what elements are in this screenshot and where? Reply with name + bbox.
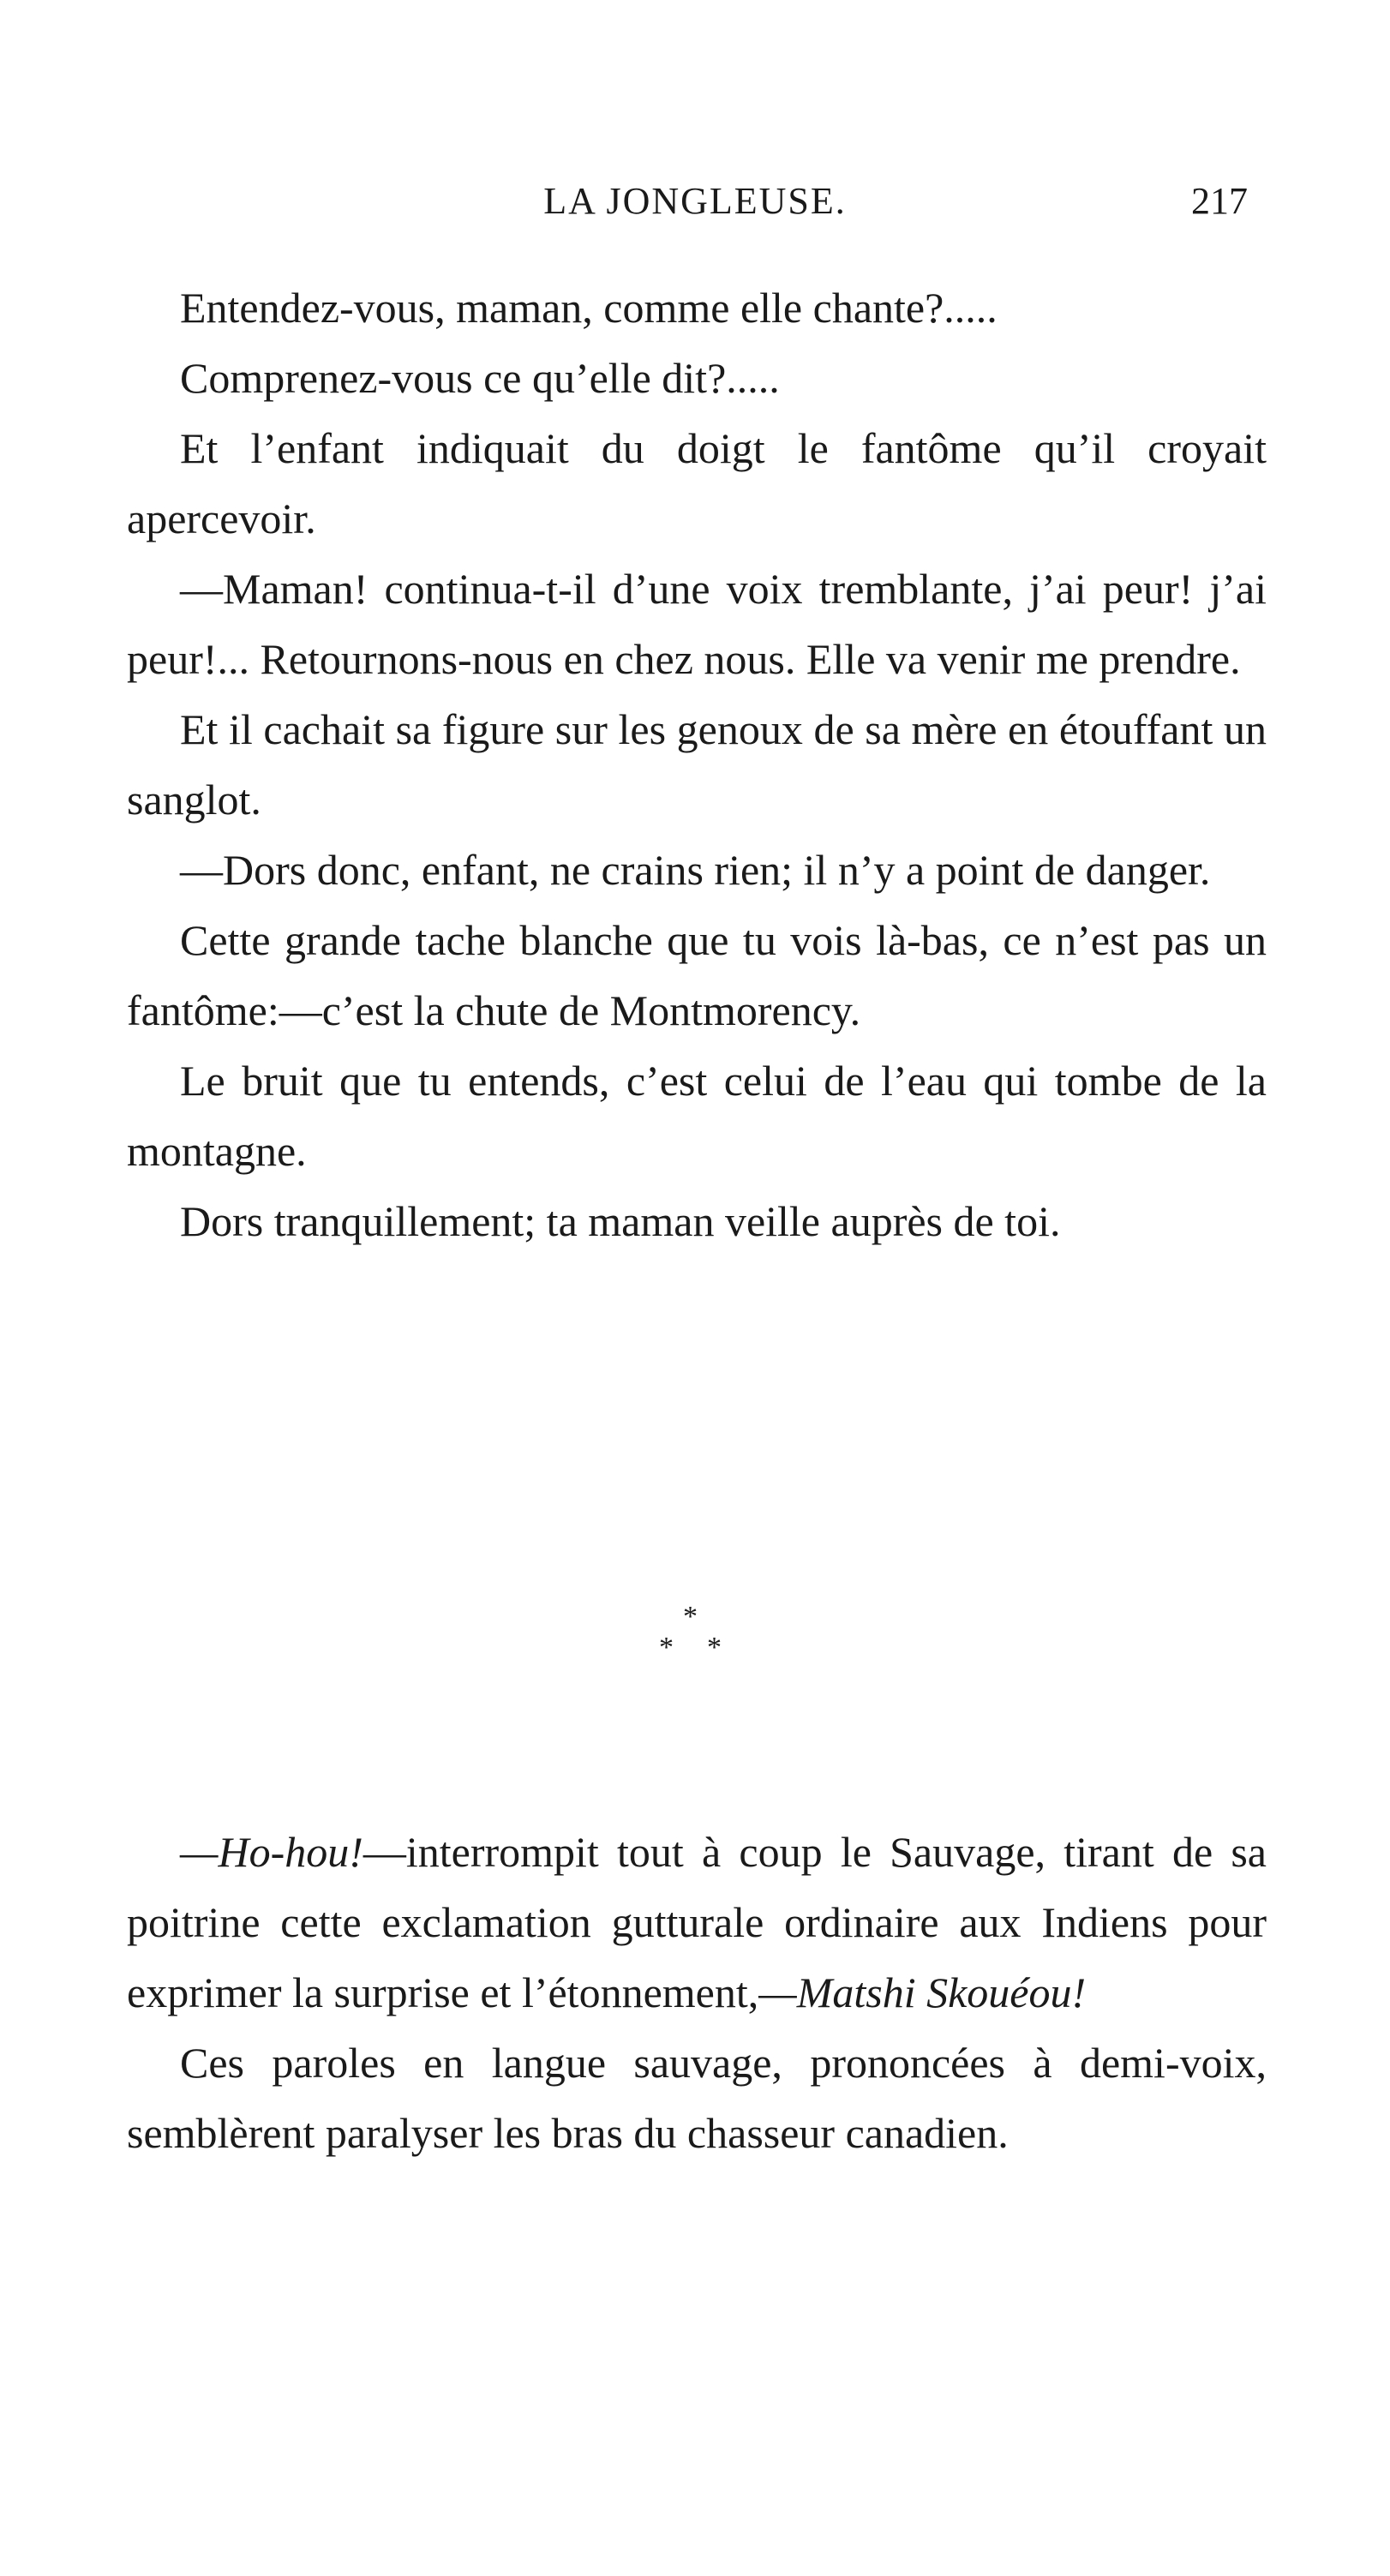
exclamation-italic: —Ho-hou! [180, 1828, 363, 1876]
paragraph: Et il cachait sa figure sur les genoux de sa mère en étouffant un sanglot. [127, 705, 1267, 824]
paragraph: Comprenez-vous ce qu’elle dit?..... [180, 354, 780, 402]
paragraph-exclamation [127, 1817, 1267, 2028]
asterisk-glyph: * [683, 1601, 698, 1632]
paragraph: Cette grande tache blanche que tu vois là-bas, ce n’est pas un fantôme:—c’est la chute de Montmorency. [127, 916, 1267, 1034]
paragraph: —Maman! continua-t-il d’une voix tremblante, j’ai peur! j’ai peur!... Retournons-nous en chez nous. Elle va venir me prendre. [127, 565, 1267, 683]
paragraph: —Dors donc, enfant, ne crains rien; il n’y a point de danger. [180, 846, 1211, 894]
page-number: 217 [1191, 180, 1248, 222]
paragraph: Et l’enfant indiquait du doigt le fantôme qu’il croyait apercevoir. [127, 424, 1267, 542]
paragraph: Le bruit que tu entends, c’est celui de l’eau qui tombe de la montagne. [127, 1057, 1267, 1175]
paragraph: Entendez-vous, maman, comme elle chante?..... [180, 284, 998, 332]
asterisk-glyph: * [707, 1632, 722, 1663]
running-header: LA JONGLEUSE. [543, 180, 847, 222]
paragraph: Dors tranquillement; ta maman veille auprès de toi. [180, 1197, 1061, 1245]
speech-italic: —Matshi Skouéou! [758, 1968, 1087, 2016]
text-block-before-break [127, 273, 1267, 1256]
asterisk-glyph: * [659, 1632, 674, 1663]
text-block-after-break [127, 1817, 1267, 2168]
exclamation-narration: —interrompit tout à coup le Sauvage, tirant de sa poitrine cette exclamation gutturale ordinaire aux Indiens pour exprimer la surprise et l’étonnement, [127, 1828, 1267, 2016]
section-break-asterism [652, 1603, 738, 1680]
paragraph: Ces paroles en langue sauvage, prononcées à demi-voix, semblèrent paralyser les bras du chasseur canadien. [127, 2039, 1267, 2157]
